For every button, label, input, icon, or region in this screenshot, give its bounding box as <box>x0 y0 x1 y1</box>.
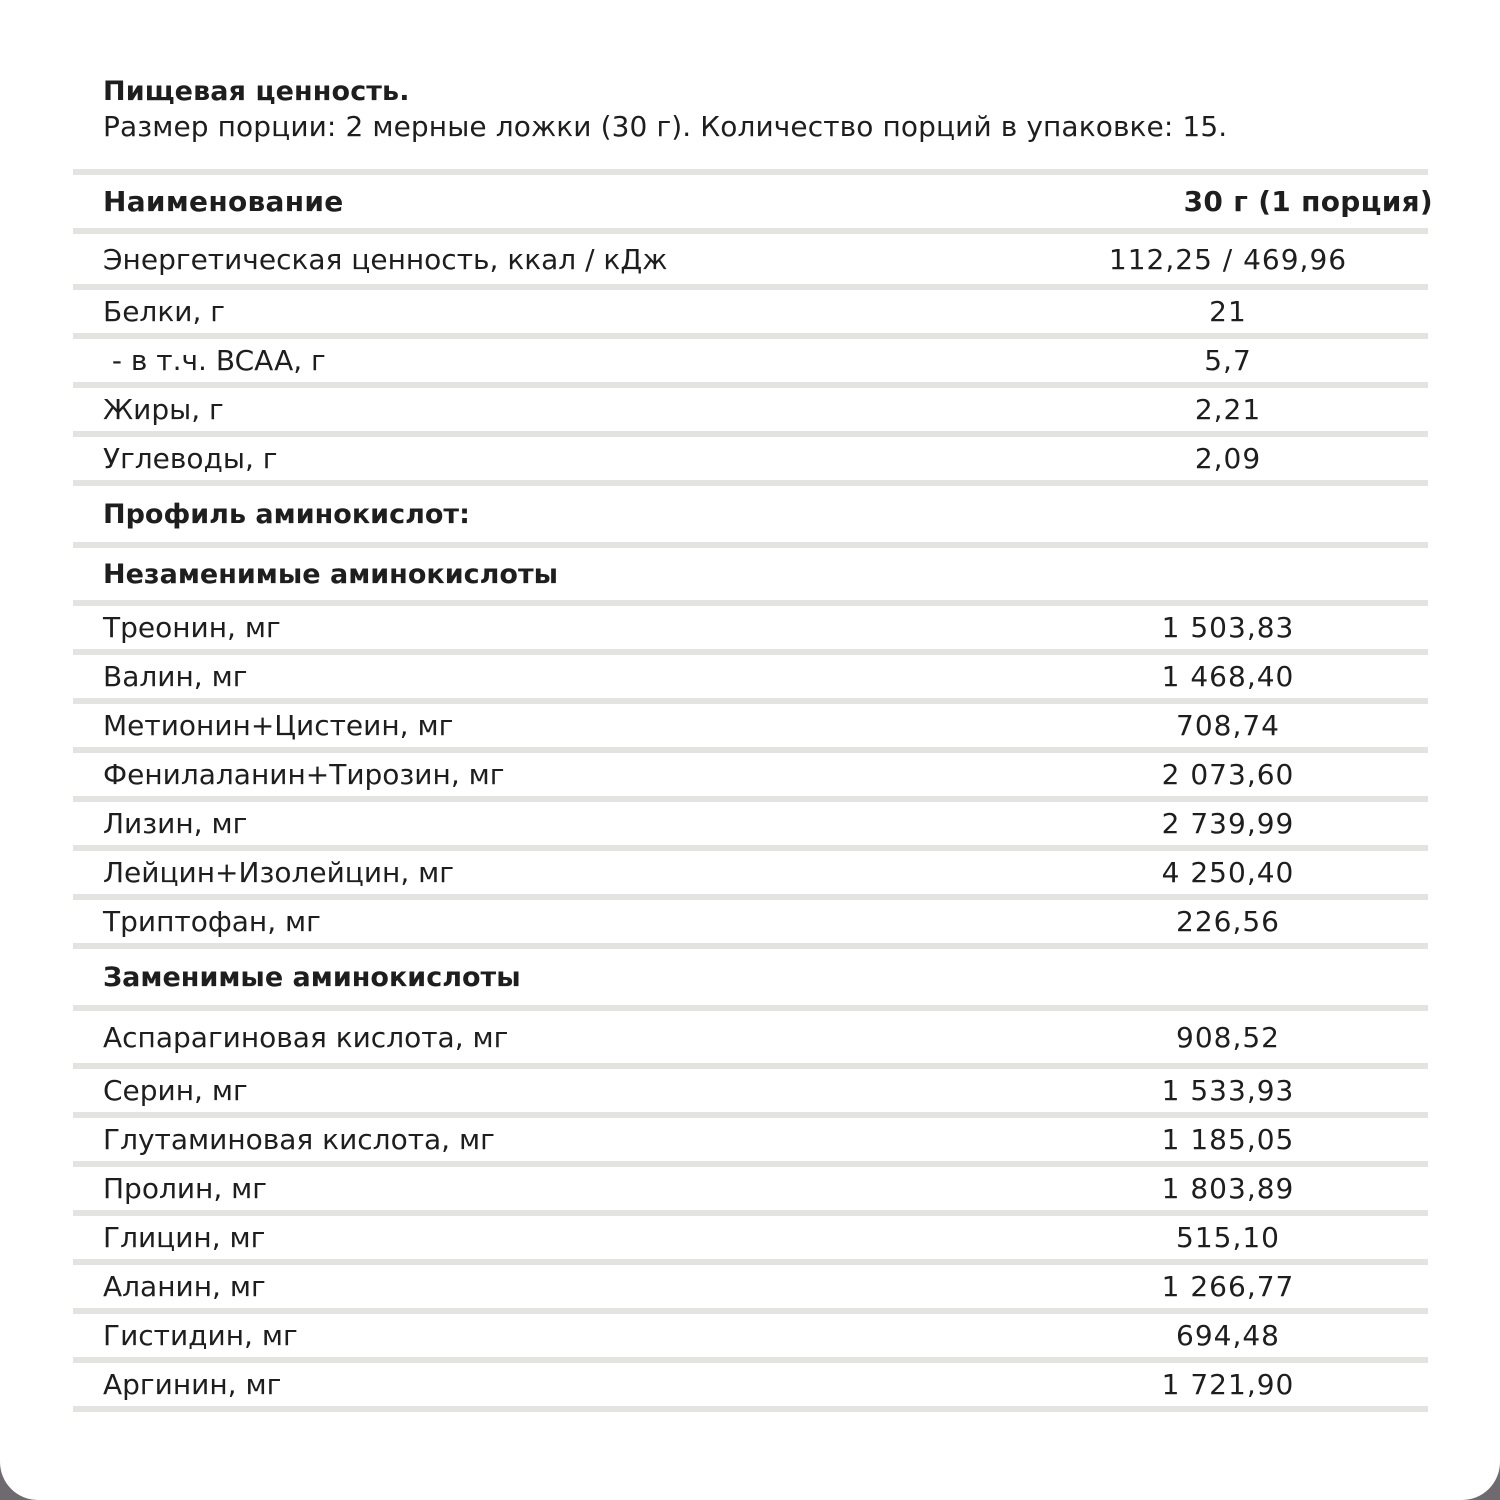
row-value: 2,09 <box>1194 442 1262 475</box>
row-name: Углеводы, г <box>103 442 278 475</box>
row-value: 1 721,90 <box>1161 1368 1295 1401</box>
row-name: Серин, мг <box>103 1074 248 1107</box>
row-value: 226,56 <box>1176 905 1280 938</box>
row-name: Пролин, мг <box>103 1172 267 1205</box>
row-name: Глицин, мг <box>103 1221 266 1254</box>
row-value: 908,52 <box>1176 1020 1280 1054</box>
row-name: Аланин, мг <box>103 1270 266 1303</box>
table-row <box>73 1011 1428 1063</box>
column-header-value: 30 г (1 порция) <box>1183 185 1433 218</box>
row-name: Метионин+Цистеин, мг <box>103 709 454 742</box>
row-name: Лейцин+Изолейцин, мг <box>103 856 454 889</box>
table-row <box>73 606 1428 649</box>
table-row <box>73 1167 1428 1210</box>
row-name: Аспарагиновая кислота, мг <box>103 1020 509 1054</box>
row-value: 2 739,99 <box>1161 807 1295 840</box>
nutrition-table <box>73 169 1433 1412</box>
table-row <box>73 290 1428 333</box>
row-value: 112,25 / 469,96 <box>1108 242 1348 276</box>
row-value: 1 803,89 <box>1161 1172 1295 1205</box>
nonessential-section-title: Заменимые аминокислоты <box>103 961 521 993</box>
row-value: 1 533,93 <box>1161 1074 1295 1107</box>
row-value: 2 073,60 <box>1161 758 1295 791</box>
row-value: 4 250,40 <box>1161 856 1295 889</box>
row-name: Жиры, г <box>103 393 224 426</box>
table-row <box>73 1216 1428 1259</box>
table-row <box>73 851 1428 894</box>
row-name: Энергетическая ценность, ккал / кДж <box>103 242 668 276</box>
table-row <box>73 388 1428 431</box>
row-name: Глутаминовая кислота, мг <box>103 1123 495 1156</box>
row-name: Треонин, мг <box>103 611 281 644</box>
table-row <box>73 900 1428 943</box>
table-row <box>73 234 1428 284</box>
row-name: Валин, мг <box>103 660 248 693</box>
table-row <box>73 1118 1428 1161</box>
table-row <box>73 1265 1428 1308</box>
essential-section-row <box>73 548 1428 600</box>
amino-profile-title-row <box>73 486 1428 542</box>
row-name: - в т.ч. BCAA, г <box>103 344 326 377</box>
row-name: Лизин, мг <box>103 807 248 840</box>
row-value: 21 <box>1209 295 1247 328</box>
table-header-row <box>73 175 1433 228</box>
table-row <box>73 802 1428 845</box>
table-row <box>73 437 1428 480</box>
table-row <box>73 1314 1428 1357</box>
nonessential-section-row <box>73 949 1428 1005</box>
row-name: Триптофан, мг <box>103 905 321 938</box>
row-value: 515,10 <box>1176 1221 1280 1254</box>
essential-section-title: Незаменимые аминокислоты <box>103 558 559 590</box>
row-name: Гистидин, мг <box>103 1319 298 1352</box>
table-row <box>73 753 1428 796</box>
table-divider <box>73 1406 1428 1412</box>
row-value: 5,7 <box>1204 344 1252 377</box>
table-row <box>73 1363 1428 1406</box>
serving-info: Размер порции: 2 мерные ложки (30 г). Количество порций в упаковке: 15. <box>103 110 1228 143</box>
table-row <box>73 1069 1428 1112</box>
row-value: 708,74 <box>1176 709 1280 742</box>
amino-profile-title: Профиль аминокислот: <box>103 498 470 530</box>
row-value: 1 503,83 <box>1161 611 1295 644</box>
table-row <box>73 704 1428 747</box>
row-value: 1 185,05 <box>1161 1123 1295 1156</box>
row-name: Белки, г <box>103 295 225 328</box>
row-value: 694,48 <box>1176 1319 1280 1352</box>
table-row <box>73 339 1428 382</box>
row-name: Аргинин, мг <box>103 1368 282 1401</box>
column-header-name: Наименование <box>103 185 344 218</box>
row-value: 2,21 <box>1194 393 1262 426</box>
nutrition-title: Пищевая ценность. <box>103 76 410 107</box>
row-name: Фенилаланин+Тирозин, мг <box>103 758 505 791</box>
table-row <box>73 655 1428 698</box>
row-value: 1 266,77 <box>1161 1270 1295 1303</box>
row-value: 1 468,40 <box>1161 660 1295 693</box>
